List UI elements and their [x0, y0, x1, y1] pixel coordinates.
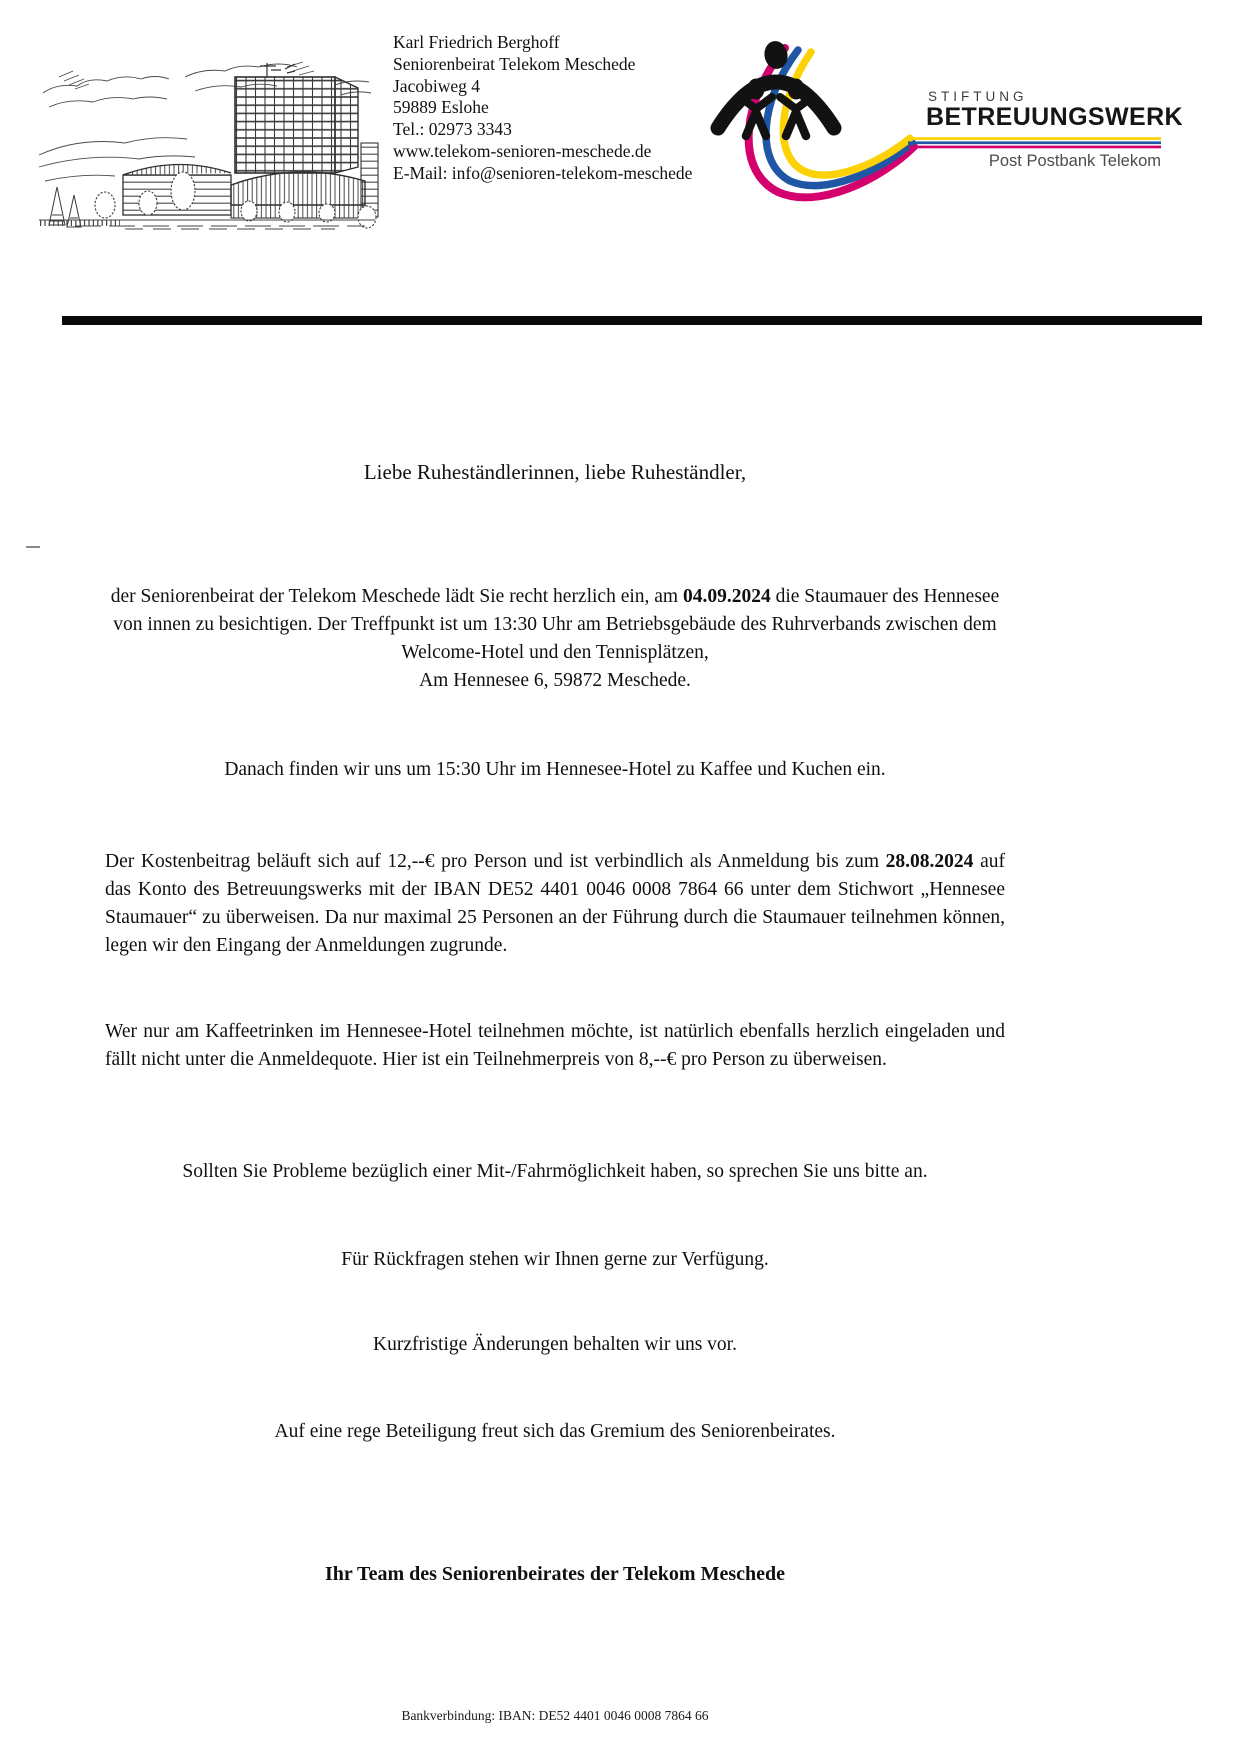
paragraph-invitation: [105, 583, 1005, 695]
registration-deadline: 28.08.2024: [885, 851, 974, 872]
logo-line-yellow: [907, 137, 1161, 140]
logo-line-magenta: [909, 146, 1161, 149]
paragraph-participation: Auf eine rege Beteiligung freut sich das Gremium des Seniorenbeirates.: [274, 1421, 836, 1442]
cost-text-2: auf das Konto des Betreuungswerks mit der IBAN DE52 4401 0046 0008 7864 66 unter dem Stichwort „Hennesee Staumauer“ zu überweisen. Da nur maximal 25 Personen an der Führung durch die Staumauer teilnehmen können, legen wir den Eingang der Anmeldungen zugrunde.: [105, 851, 1005, 956]
sender-street: Jacobiweg 4: [393, 75, 480, 96]
event-date: 04.09.2024: [682, 586, 771, 607]
invitation-text-1: der Seniorenbeirat der Telekom Meschede lädt Sie recht herzlich ein, am: [110, 586, 683, 607]
cost-text-1: Der Kostenbeitrag beläuft sich auf 12,--€ pro Person und ist verbindlich als Anmeldung bis zum: [105, 851, 886, 872]
paragraph-transport: Sollten Sie Probleme bezüglich einer Mit-/Fahrmöglichkeit haben, so sprechen Sie uns bitte an.: [182, 1161, 928, 1182]
logo-stiftung-text: STIFTUNG: [928, 89, 1028, 104]
logo-line-blue: [908, 141, 1161, 144]
logo-swoosh-figures: [690, 40, 1165, 225]
sender-city: 59889 Eslohe: [393, 97, 489, 118]
sender-website: www.telekom-senioren-meschede.de: [393, 140, 652, 161]
logo-betreuungswerk-text: BETREUUNGSWERK: [926, 103, 1183, 131]
salutation: Liebe Ruheständlerinnen, liebe Ruheständler,: [363, 460, 747, 484]
family-figures: [718, 40, 834, 136]
fold-mark: [26, 546, 40, 548]
invitation-text-2: die Staumauer des Hennesee von innen zu besichtigen. Der Treffpunkt ist um 13:30 Uhr am Betriebsgebäude des Ruhrverbands zwischen dem Welcome-Hotel und den Tennisplätzen,: [113, 586, 1000, 663]
logo-subtitle-text: Post Postbank Telekom: [988, 152, 1161, 170]
sender-contact-block: [393, 32, 692, 185]
paragraph-cost: [105, 848, 1005, 960]
sender-name: Karl Friedrich Berghoff: [393, 32, 560, 52]
building-sketch: [35, 55, 380, 230]
betreuungswerk-logo: [690, 40, 1183, 225]
meeting-address: Am Hennesee 6, 59872 Meschede.: [419, 670, 691, 691]
sender-email: E-Mail: info@senioren-telekom-meschede: [393, 162, 693, 183]
sender-organization: Seniorenbeirat Telekom Meschede: [393, 53, 636, 74]
paragraph-changes: Kurzfristige Änderungen behalten wir uns vor.: [373, 1334, 737, 1355]
bank-details-line: Bankverbindung: IBAN: DE52 4401 0046 0008 7864 66: [401, 1708, 709, 1723]
paragraph-coffee-only: Wer nur am Kaffeetrinken im Hennesee-Hotel teilnehmen möchte, ist natürlich ebenfalls herzlich eingeladen und fällt nicht unter die Anmeldequote. Hier ist ein Teilnehmerpreis von 8,--€ pro Person zu überweisen.: [105, 1021, 1005, 1070]
header-divider-bar: [62, 316, 1202, 325]
building-sketch-drawing: [35, 55, 380, 230]
paragraph-questions: Für Rückfragen stehen wir Ihnen gerne zur Verfügung.: [341, 1249, 769, 1270]
signature-line: Ihr Team des Seniorenbeirates der Telekom Meschede: [325, 1563, 785, 1585]
paragraph-coffee: Danach finden wir uns um 15:30 Uhr im Hennesee-Hotel zu Kaffee und Kuchen ein.: [224, 759, 886, 780]
sender-phone: Tel.: 02973 3343: [393, 119, 512, 140]
